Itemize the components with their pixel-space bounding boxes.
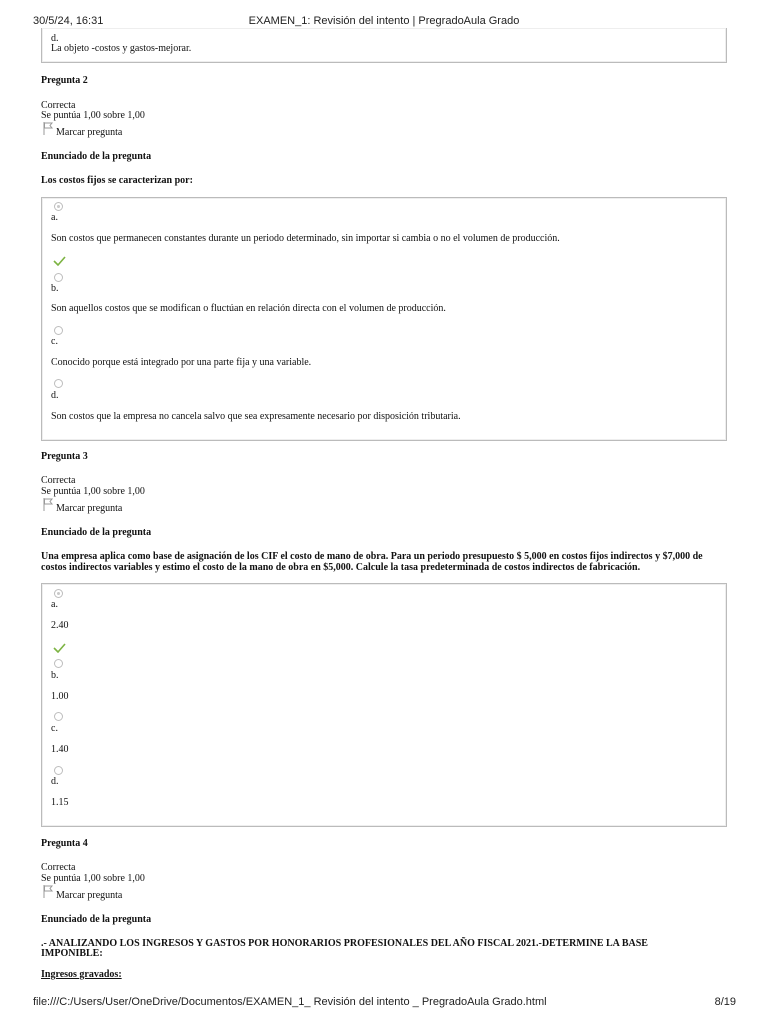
q3-question-line1: Una empresa aplica como base de asignación de los CIF el costo de mano de obra. Para un periodo presupuesto $ 5,000 en costos fijos indirectos y $7,000 de: [41, 551, 703, 562]
q3-question-line2: costos indirectos variables y estimo el costo de la mano de obra en $5,000. Calcule la tasa predeterminada de costos indirectos de fabricación.: [41, 562, 641, 573]
q2-question: Los costos fijos se caracterizan por:: [41, 175, 193, 186]
q2-score: Se puntúa 1,00 sobre 1,00: [41, 110, 145, 121]
q3-option-a-text[interactable]: 2.40: [51, 620, 69, 631]
q2-title: Pregunta 2: [41, 75, 88, 86]
q2-option-c-text[interactable]: Conocido porque está integrado por una parte fija y una variable.: [51, 357, 312, 368]
q4-subheading: Ingresos gravados:: [41, 969, 122, 980]
flag-icon[interactable]: [43, 498, 54, 511]
q3-answer-box: [41, 583, 727, 827]
q3-option-c-radio[interactable]: [54, 712, 63, 721]
q1-option-d-text[interactable]: La objeto -costos y gastos-mejorar.: [51, 43, 192, 54]
q2-option-c-radio[interactable]: [54, 326, 63, 335]
print-file-path: file:///C:/Users/User/OneDrive/Documentos/EXAMEN_1_ Revisión del intento _ PregradoAula Grado.html: [33, 996, 547, 1008]
q3-option-d-text[interactable]: 1.15: [51, 797, 69, 808]
q2-option-a-text[interactable]: Son costos que permanecen constantes durante un periodo determinado, sin importar si cambia o no el volumen de producción.: [51, 233, 560, 244]
q3-option-b-text[interactable]: 1.00: [51, 691, 69, 702]
q4-status: Correcta: [41, 862, 76, 873]
q2-option-d-radio[interactable]: [54, 379, 63, 388]
q3-option-c-letter: c.: [51, 723, 58, 734]
q2-option-b-text[interactable]: Son aquellos costos que se modifican o fluctúan en relación directa con el volumen de producción.: [51, 303, 446, 314]
print-title: EXAMEN_1: Revisión del intento | PregradoAula Grado: [248, 15, 520, 27]
flag-icon[interactable]: [43, 122, 54, 135]
q3-option-a-radio[interactable]: [54, 589, 63, 598]
q2-option-c-letter: c.: [51, 336, 58, 347]
q3-status: Correcta: [41, 475, 76, 486]
q1-option-d-letter: d.: [51, 33, 59, 44]
q4-question-line1: .- ANALIZANDO LOS INGRESOS Y GASTOS POR HONORARIOS PROFESIONALES DEL AÑO FISCAL 2021.-DETERMINE LA BASE: [41, 938, 648, 949]
q4-stem-label: Enunciado de la pregunta: [41, 914, 152, 925]
q3-option-a-letter: a.: [51, 599, 58, 610]
flag-icon[interactable]: [43, 885, 54, 898]
q3-score: Se puntúa 1,00 sobre 1,00: [41, 486, 145, 497]
q2-option-b-letter: b.: [51, 283, 59, 294]
q2-flag-link[interactable]: Marcar pregunta: [56, 127, 123, 138]
print-page-number: 8/19: [714, 996, 736, 1008]
q2-option-d-letter: d.: [51, 390, 59, 401]
q2-option-d-text[interactable]: Son costos que la empresa no cancela salvo que sea expresamente necesario por disposición tributaria.: [51, 411, 461, 422]
q4-title: Pregunta 4: [41, 838, 88, 849]
q4-question-line2: IMPONIBLE:: [41, 948, 103, 959]
q2-stem-label: Enunciado de la pregunta: [41, 151, 152, 162]
q4-score: Se puntúa 1,00 sobre 1,00: [41, 873, 145, 884]
correct-check-icon: [53, 256, 66, 266]
q2-option-b-radio[interactable]: [54, 273, 63, 282]
q2-option-a-letter: a.: [51, 212, 58, 223]
print-datetime: 30/5/24, 16:31: [33, 15, 104, 27]
q2-status: Correcta: [41, 100, 76, 111]
q2-option-a-radio[interactable]: [54, 202, 63, 211]
q3-stem-label: Enunciado de la pregunta: [41, 527, 152, 538]
correct-check-icon: [53, 643, 66, 653]
q3-option-b-radio[interactable]: [54, 659, 63, 668]
q4-flag-link[interactable]: Marcar pregunta: [56, 890, 123, 901]
q3-flag-link[interactable]: Marcar pregunta: [56, 503, 123, 514]
q3-title: Pregunta 3: [41, 451, 88, 462]
q3-option-c-text[interactable]: 1.40: [51, 744, 69, 755]
q3-option-b-letter: b.: [51, 670, 59, 681]
q3-option-d-radio[interactable]: [54, 766, 63, 775]
q3-option-d-letter: d.: [51, 776, 59, 787]
